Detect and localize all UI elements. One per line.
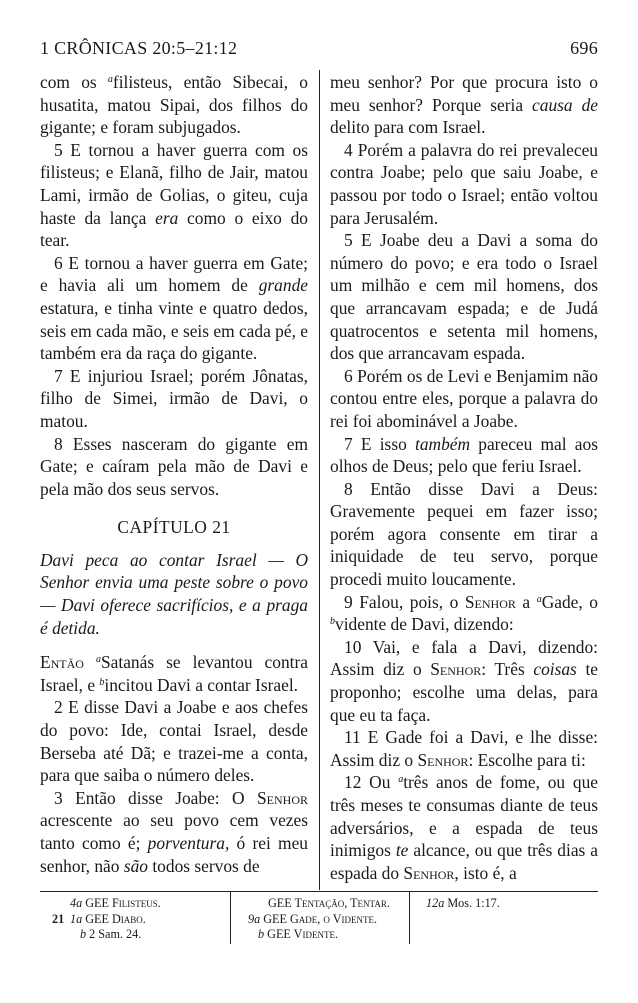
- footnote-marker[interactable]: a: [107, 74, 113, 85]
- divine-name: Senhor: [403, 862, 455, 883]
- verse-italic: grande: [258, 275, 308, 296]
- footnote-text: GEE Vidente.: [267, 927, 338, 941]
- footnote-marker[interactable]: b: [99, 676, 105, 688]
- footnote[interactable]: [52, 896, 222, 912]
- verse-text: pareceu mal aos olhos de Deus; pelo que feriu Israel.: [330, 433, 598, 477]
- divine-name: Senhor: [430, 659, 482, 680]
- verse-italic: te: [395, 840, 409, 861]
- verse-text: : Escolhe para ti:: [468, 749, 586, 770]
- verse-text: alcance, ou que três dias a espada do: [330, 840, 598, 883]
- verse-text: 7 E isso: [344, 433, 415, 454]
- verse-2: 2 E disse Davi a Joabe e aos chefes do povo: Ide, contai Israel, desde Berseba até Dã; e trazei-me a conta, para que saiba o número deles.: [40, 697, 308, 786]
- running-header: [40, 38, 598, 62]
- verse-text: 5 E tornou a haver guerra com os filisteus; e Elanã, filho de Jair, matou Lami, irmão de Golias, o giteu, cuja haste da lança: [40, 139, 308, 228]
- verse-continuation: [40, 71, 308, 139]
- chapter-summary: Davi peca ao contar Israel — O Senhor envia uma peste sobre o povo — Davi oferece sacrifícios, e a praga é detida.: [40, 549, 308, 638]
- verse-text: três anos de fome, ou que três meses te consumas diante de teus adversários, e a espada de teus inimigos: [330, 772, 598, 861]
- footnote-text: Mos. 1:17.: [447, 896, 500, 910]
- footnote-ref: 12a: [426, 896, 445, 910]
- verse-text: acrescente ao seu povo cem vezes tanto como é;: [40, 810, 308, 853]
- verse-text: 12 Ou: [344, 772, 399, 793]
- footnote[interactable]: [248, 896, 408, 912]
- footnote-text: GEE Diabo.: [85, 911, 146, 926]
- verse-drop-word: Então: [40, 652, 84, 673]
- footnote-column-2: [248, 896, 408, 943]
- verse-text: 9 Falou, pois, o: [344, 591, 465, 612]
- book-reference: 1 CRÔNICAS 20:5–21:12: [40, 38, 238, 58]
- verse-4: 4 Porém a palavra do rei prevaleceu contra Joabe; pelo que saiu Joabe, e passou por todo o Israel; então voltou para Jerusalém.: [330, 139, 598, 228]
- left-column: [40, 71, 308, 877]
- footnote[interactable]: [426, 896, 586, 912]
- verse-italic: porventura,: [147, 833, 230, 853]
- footnote-ref: 4a: [70, 896, 83, 910]
- verse-6: [40, 252, 308, 365]
- chapter-title: CAPÍTULO 21: [117, 517, 231, 538]
- verse-text: 3 Então disse Joabe: O: [54, 787, 257, 808]
- verse-7: 7 E injuriou Israel; porém Jônatas, filho de Simei, irmão de Davi, o matou.: [40, 365, 308, 431]
- footnote-ref: b: [80, 927, 87, 941]
- verse-10: [330, 636, 598, 726]
- verse-text: Satanás se levantou contra Israel, e: [40, 652, 308, 695]
- footnote-ref: b: [258, 927, 265, 941]
- footnote-ref: 9a: [248, 911, 261, 926]
- footnote[interactable]: [248, 912, 408, 928]
- verse-12: [330, 771, 598, 884]
- verse-continuation: [330, 71, 598, 139]
- verse-8: 8 Esses nasceram do gigante em Gate; e caíram pela mão de Davi e pela mão dos seus servos.: [40, 433, 308, 499]
- footnote-text: GEE Filisteus.: [85, 896, 161, 910]
- footnote-column-3: [426, 896, 586, 912]
- footnote-text: GEE Tentação, Tentar.: [268, 896, 390, 910]
- right-column: [330, 71, 598, 884]
- verse-text: ó rei meu senhor, não: [40, 833, 308, 876]
- footnote-divider: [230, 892, 231, 944]
- verse-text: Gade, o: [541, 591, 598, 612]
- verse-text: , isto é, a: [454, 862, 517, 883]
- verse-5: [40, 139, 308, 252]
- footnote-ref: 1a: [70, 911, 83, 926]
- verse-text: filisteus, então Sibecai, o husatita, matou Sipai, dos filhos do gigante; e foram subjugados.: [40, 72, 308, 138]
- verse-11: [330, 726, 598, 771]
- verse-text: delito para com Israel.: [330, 117, 486, 138]
- page-number: 696: [570, 38, 598, 58]
- verse-text: 10 Vai, e fala a Davi, dizendo: Assim diz o: [330, 636, 598, 680]
- verse-1: [40, 651, 308, 696]
- chapter-number: 21: [52, 911, 65, 926]
- verse-italic: era: [155, 207, 179, 228]
- verse-text: meu senhor? Por que procura isto o meu senhor? Porque seria: [330, 72, 598, 115]
- footnote[interactable]: [248, 927, 408, 943]
- footnotes: [40, 891, 598, 952]
- footnote-divider: [409, 892, 410, 944]
- verse-text: te proponho; escolhe uma delas, para que eu ta faça.: [330, 659, 598, 725]
- footnote-marker[interactable]: a: [95, 654, 101, 666]
- verse-text: estatura, e tinha vinte e quatro dedos, seis em cada mão, e seis em cada pé, e também era da raça do gigante.: [40, 297, 308, 364]
- footnote-text: GEE Gade, o Vidente.: [263, 911, 378, 926]
- divine-name: Senhor: [417, 749, 469, 770]
- footnote-marker[interactable]: b: [330, 616, 335, 628]
- verse-text: incitou Davi a contar Israel.: [104, 674, 299, 695]
- verse-text: todos servos de: [148, 855, 260, 876]
- verse-3: [40, 787, 308, 877]
- verse-text: vidente de Davi, dizendo:: [335, 614, 514, 635]
- column-divider: [319, 70, 320, 890]
- verse-italic: causa de: [532, 94, 598, 115]
- footnote-marker[interactable]: a: [398, 774, 404, 786]
- verse-7: [330, 433, 598, 478]
- verse-8: 8 Então disse Davi a Deus: Gravemente pequei em fazer isso; porém agora consente em tirar a iniquidade de teu servo, porque procedi muito loucamente.: [330, 478, 598, 590]
- verse-italic: são: [123, 855, 148, 876]
- verse-text: : Três: [481, 659, 534, 680]
- verse-6: 6 Porém os de Levi e Benjamim não contou entre eles, porque a palavra do rei foi abominável a Joabe.: [330, 365, 598, 431]
- verse-9: [330, 591, 598, 636]
- verse-text: 11 E Gade foi a Davi, e lhe disse: Assim diz o: [330, 727, 598, 770]
- footnote-marker[interactable]: a: [536, 593, 542, 605]
- footnote-column-1: [52, 896, 222, 943]
- footnote[interactable]: [52, 912, 222, 928]
- verse-italic: coisas: [533, 659, 577, 680]
- verse-text: como o eixo do tear.: [40, 207, 308, 251]
- footnote[interactable]: [52, 927, 222, 943]
- verse-text: a: [515, 591, 537, 612]
- divine-name: Senhor: [256, 787, 308, 808]
- footnote-text: 2 Sam. 24.: [89, 927, 142, 941]
- verse-text: 6 E tornou a haver guerra em Gate; e havia ali um homem de: [40, 252, 308, 296]
- divine-name: Senhor: [464, 591, 516, 612]
- verse-italic: também: [415, 433, 471, 454]
- verse-text: com os: [40, 72, 108, 92]
- verse-5: 5 E Joabe deu a Davi a soma do número do povo; e era todo o Israel um milhão e cem mil homens, dos que arrancavam espada; e de Judá quatrocentos e setenta mil homens, dos que arrancavam espada.: [330, 230, 598, 364]
